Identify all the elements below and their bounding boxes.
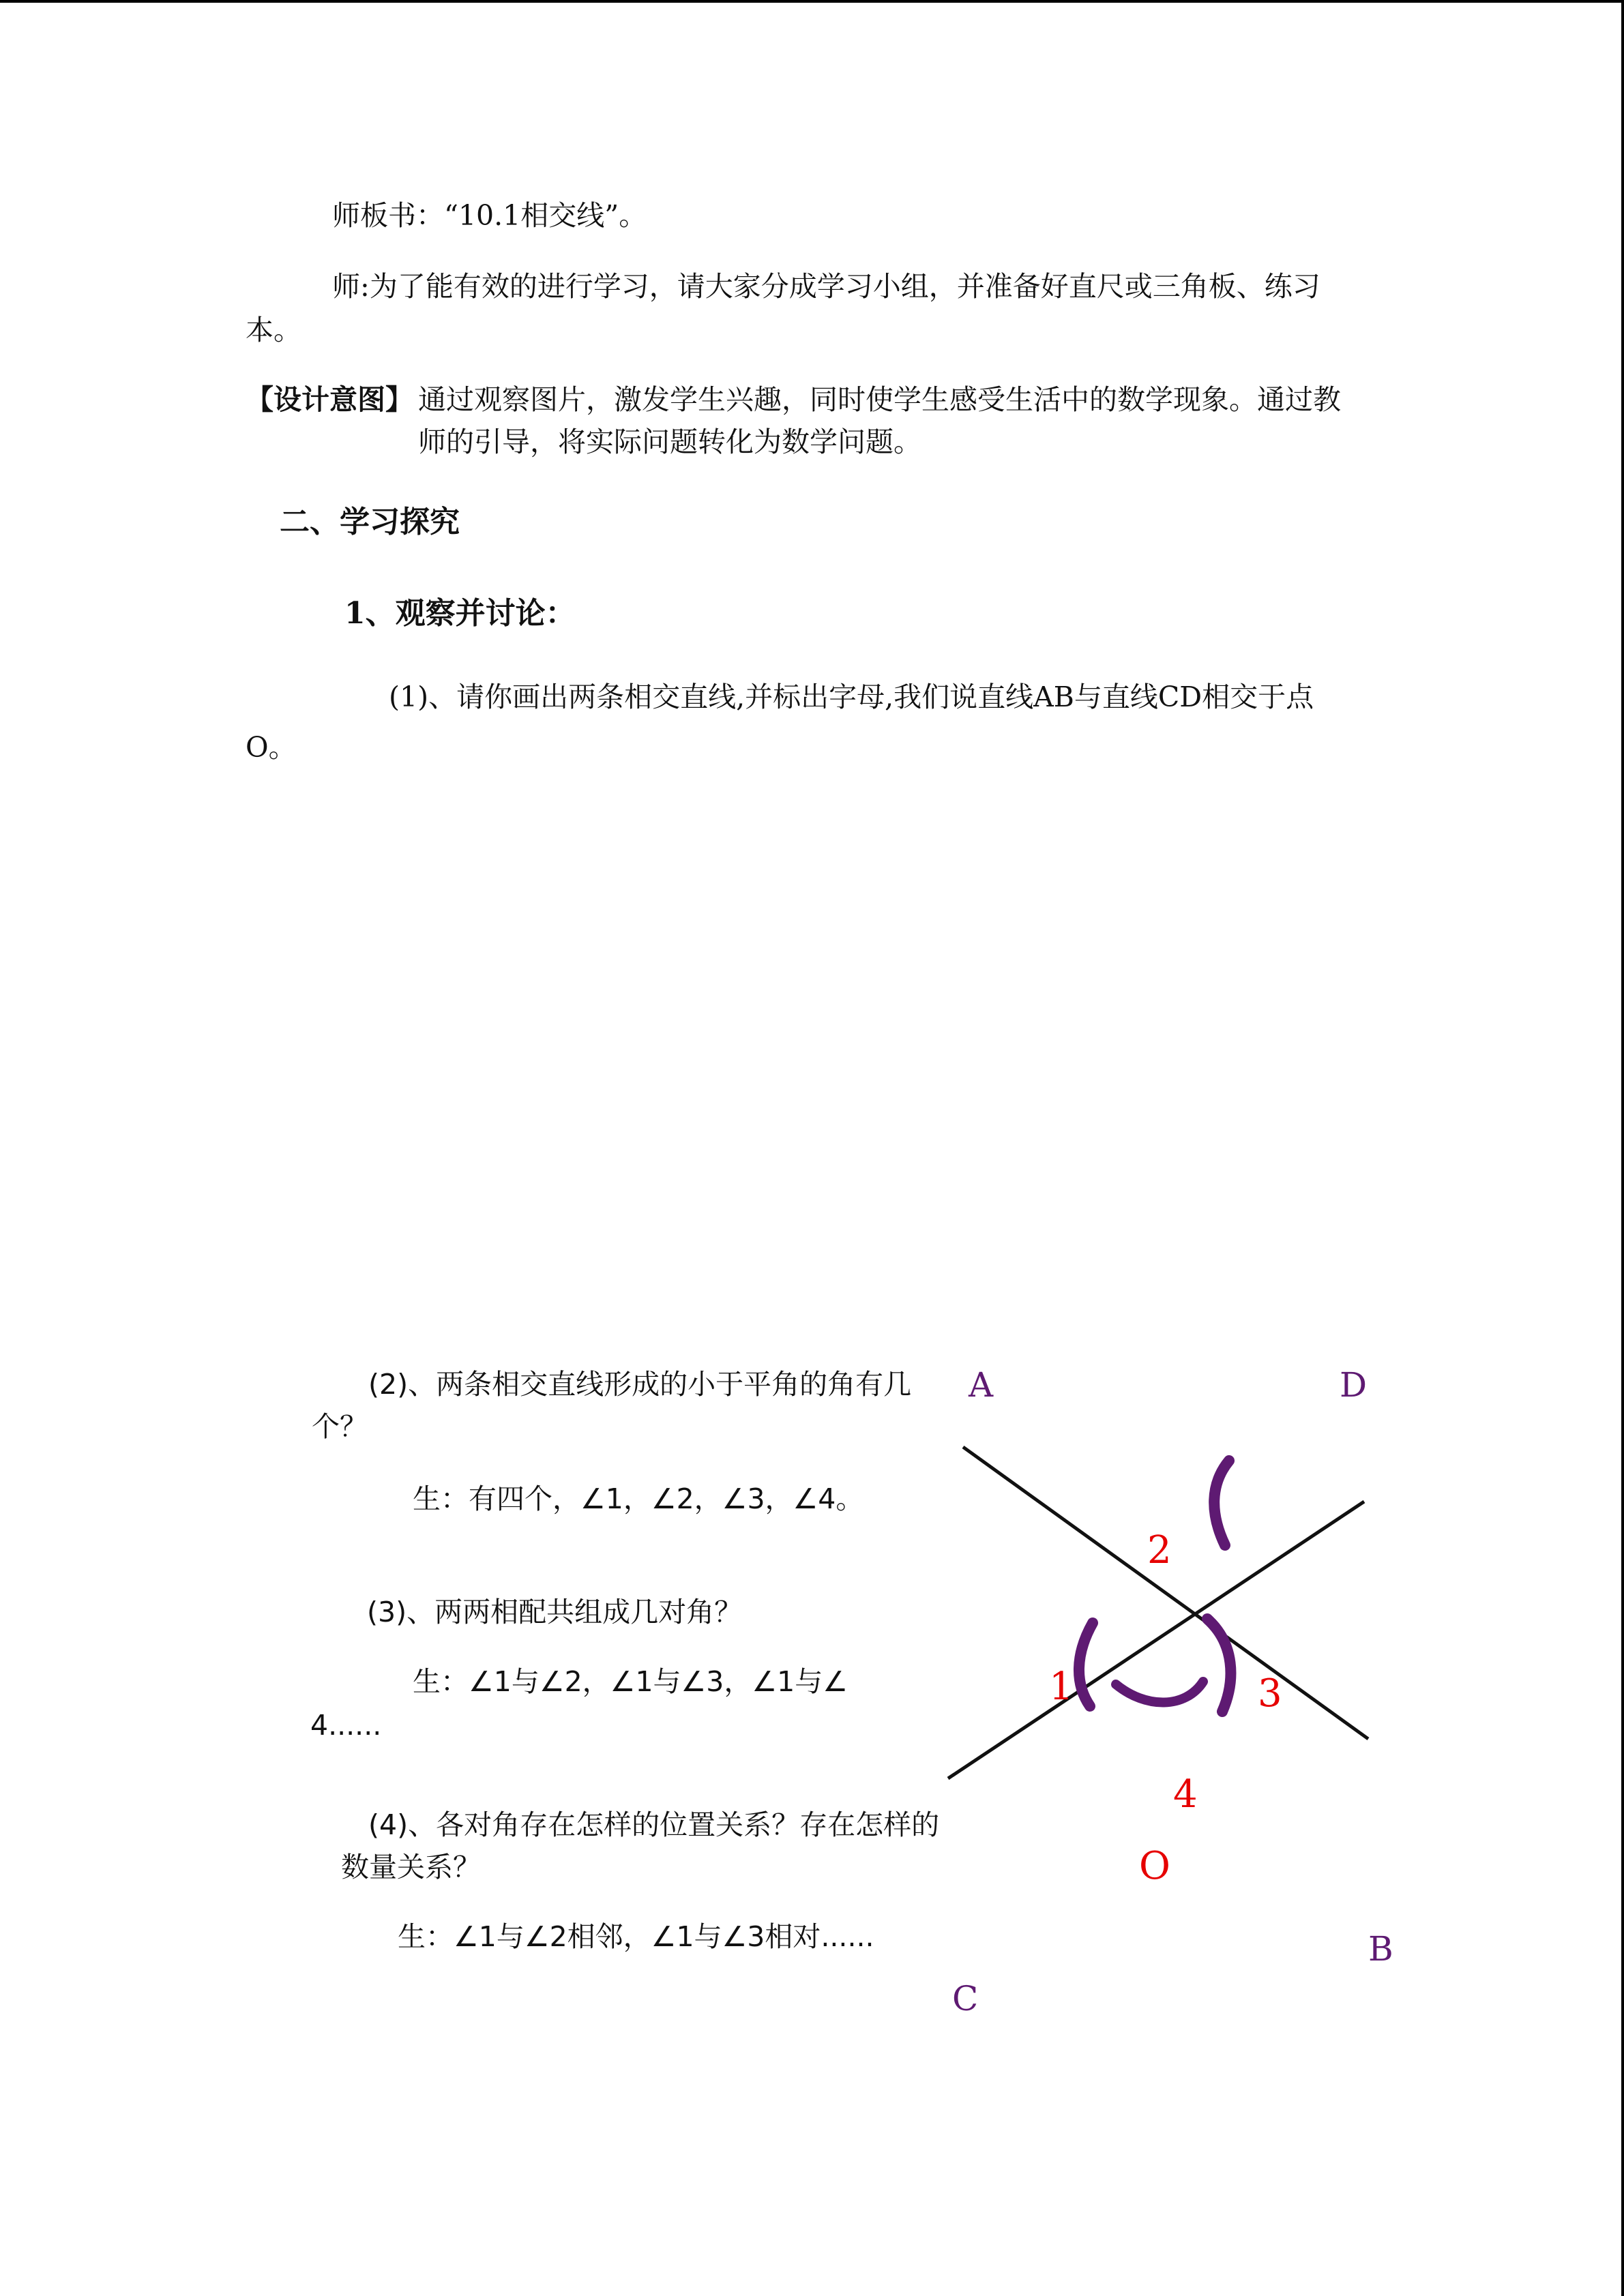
line-ab xyxy=(963,1447,1368,1739)
subsection-heading: 1、观察并讨论： xyxy=(344,596,576,631)
answer-4: 生：∠1与∠2相邻，∠1与∠3相对...... xyxy=(398,1920,874,1953)
angle-arc-upper xyxy=(1214,1461,1229,1545)
angle-label-4: 4 xyxy=(1173,1772,1198,1817)
design-intent-label: 【设计意图】 xyxy=(246,383,413,416)
question-3: (3)、两两相配共组成几对角？ xyxy=(367,1596,743,1628)
angle-label-3: 3 xyxy=(1258,1671,1282,1716)
angle-label-1: 1 xyxy=(1049,1665,1074,1709)
point-label-o: O xyxy=(1139,1844,1170,1888)
point-label-d: D xyxy=(1340,1365,1368,1405)
angle-arc-left xyxy=(1079,1623,1093,1706)
page-right-border xyxy=(1621,0,1624,2296)
question-4-line-2: 数量关系？ xyxy=(341,1851,481,1883)
design-intent-line-2: 师的引导，将实际问题转化为数学问题。 xyxy=(418,426,921,458)
intersecting-lines-figure xyxy=(914,1350,1419,2032)
design-intent-line-1: 通过观察图片，激发学生兴趣，同时使学生感受生活中的数学现象。通过教 xyxy=(418,383,1341,416)
angle-arc-right xyxy=(1207,1619,1230,1712)
question-4-line-1: (4)、各对角存在怎样的位置关系？存在怎样的 xyxy=(368,1808,940,1841)
question-1-line-2: O。 xyxy=(246,731,297,764)
page-top-border xyxy=(0,0,1624,3)
teacher-instruction-line-1: 师:为了能有效的进行学习，请大家分成学习小组，并准备好直尺或三角板、练习 xyxy=(332,270,1320,303)
question-1-line-1: (1)、请你画出两条相交直线,并标出字母,我们说直线AB与直线CD相交于点 xyxy=(389,681,1314,713)
angle-arc-bottom xyxy=(1116,1682,1203,1703)
teacher-instruction-line-2: 本。 xyxy=(246,314,301,346)
question-2-line-1: (2)、两条相交直线形成的小于平角的角有几 xyxy=(368,1368,912,1401)
question-2-line-2: 个？ xyxy=(312,1410,368,1443)
answer-3-line-1: 生：∠1与∠2，∠1与∠3，∠1与∠ xyxy=(413,1665,848,1698)
answer-3-line-2: 4...... xyxy=(310,1709,382,1742)
point-label-b: B xyxy=(1368,1929,1393,1969)
angle-label-2: 2 xyxy=(1147,1528,1172,1572)
point-label-c: C xyxy=(952,1979,979,2018)
answer-2: 生：有四个，∠1，∠2，∠3，∠4。 xyxy=(413,1482,864,1515)
point-label-a: A xyxy=(969,1365,994,1405)
board-writing-line: 师板书：“10.1相交线”。 xyxy=(332,199,647,232)
section-heading: 二、学习探究 xyxy=(280,505,460,539)
